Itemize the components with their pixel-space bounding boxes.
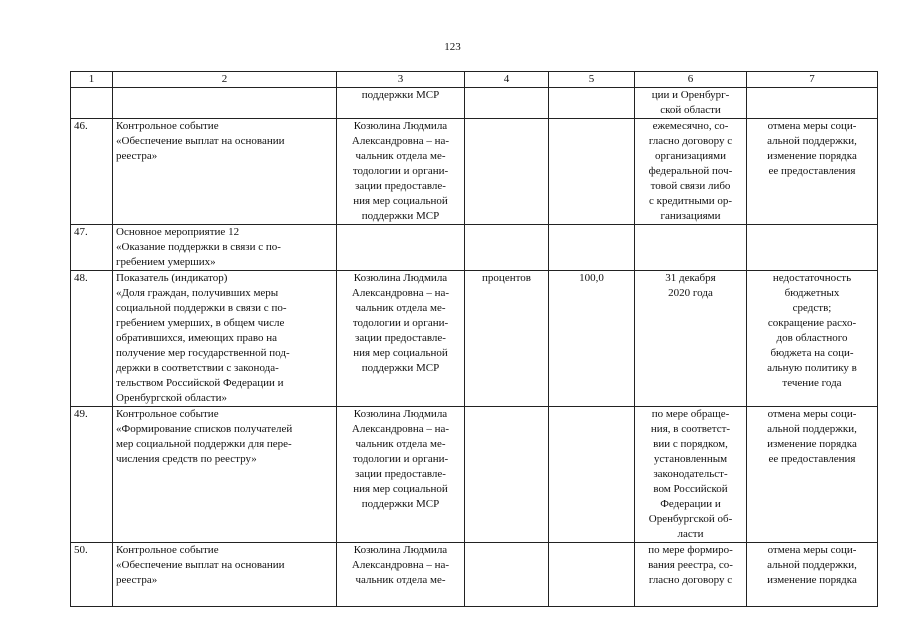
row-deadline: [635, 225, 747, 271]
table-row: [71, 271, 878, 407]
row-value: [549, 88, 635, 119]
column-number: 6: [635, 72, 747, 88]
column-number: 2: [113, 72, 337, 88]
row-unit: [465, 543, 549, 607]
row-value: 100,0: [549, 271, 635, 407]
events-table: [70, 71, 878, 607]
row-value: [549, 225, 635, 271]
column-number-row: [71, 72, 878, 88]
row-risk: [747, 88, 878, 119]
row-unit: [465, 225, 549, 271]
row-deadline: ции и Оренбург- ской области: [635, 88, 747, 119]
row-responsible: Козюлина Людмила Александровна – на- чальник отдела ме- тодологии и органи- зации предоставле- ния мер социальной поддержки МСР: [337, 119, 465, 225]
row-responsible: Козюлина Людмила Александровна – на- чальник отдела ме-: [337, 543, 465, 607]
table-row: [71, 88, 878, 119]
row-deadline: по мере формиро- вания реестра, со- гласно договору с: [635, 543, 747, 607]
table-row: [71, 407, 878, 543]
row-title: Контрольное событие «Обеспечение выплат на основании реестра»: [113, 543, 337, 607]
row-responsible: Козюлина Людмила Александровна – на- чальник отдела ме- тодологии и органи- зации предоставле- ния мер социальной поддержки МСР: [337, 407, 465, 543]
row-unit: [465, 407, 549, 543]
column-number: 3: [337, 72, 465, 88]
row-responsible: Козюлина Людмила Александровна – на- чальник отдела ме- тодологии и органи- зации предоставле- ния мер социальной поддержки МСР: [337, 271, 465, 407]
column-number: 4: [465, 72, 549, 88]
row-responsible: [337, 225, 465, 271]
table-row: [71, 119, 878, 225]
row-number: 47.: [71, 225, 113, 271]
row-deadline: 31 декабря 2020 года: [635, 271, 747, 407]
row-deadline: ежемесячно, со- гласно договору с организациями федеральной поч- товой связи либо с кредитными ор- ганизациями: [635, 119, 747, 225]
row-unit: процентов: [465, 271, 549, 407]
row-title: [113, 88, 337, 119]
column-number: 5: [549, 72, 635, 88]
row-number: 49.: [71, 407, 113, 543]
row-risk: отмена меры соци- альной поддержки, изменение порядка ее предоставления: [747, 407, 878, 543]
row-deadline: по мере обраще- ния, в соответст- вии с порядком, установленным законодательст- вом Российской Федерации и Оренбургской об- ласти: [635, 407, 747, 543]
row-value: [549, 543, 635, 607]
row-unit: [465, 88, 549, 119]
row-risk: отмена меры соци- альной поддержки, изменение порядка: [747, 543, 878, 607]
table-row: [71, 225, 878, 271]
row-number: 46.: [71, 119, 113, 225]
row-risk: отмена меры соци- альной поддержки, изменение порядка ее предоставления: [747, 119, 878, 225]
column-number: 1: [71, 72, 113, 88]
row-number: 48.: [71, 271, 113, 407]
page-number: 123: [444, 41, 461, 53]
row-risk: недостаточность бюджетных средств; сокращение расхо- дов областного бюджета на соци- альную политику в течение года: [747, 271, 878, 407]
row-risk: [747, 225, 878, 271]
row-unit: [465, 119, 549, 225]
row-value: [549, 407, 635, 543]
row-value: [549, 119, 635, 225]
row-title: Контрольное событие «Обеспечение выплат на основании реестра»: [113, 119, 337, 225]
row-responsible: поддержки МСР: [337, 88, 465, 119]
row-title: Основное мероприятие 12 «Оказание поддержки в связи с по- гребением умерших»: [113, 225, 337, 271]
row-title: Показатель (индикатор) «Доля граждан, получивших меры социальной поддержки в связи с по- гребением умерших, в общем числе обратившихся, имеющих право на получение мер государственной под- держки в соответствии с законода- тельством Российской Федерации и Оренбургской области»: [113, 271, 337, 407]
table-row: [71, 543, 878, 607]
row-number: 50.: [71, 543, 113, 607]
column-number: 7: [747, 72, 878, 88]
row-number: [71, 88, 113, 119]
row-title: Контрольное событие «Формирование списков получателей мер социальной поддержки для пере- числения средств по реестру»: [113, 407, 337, 543]
